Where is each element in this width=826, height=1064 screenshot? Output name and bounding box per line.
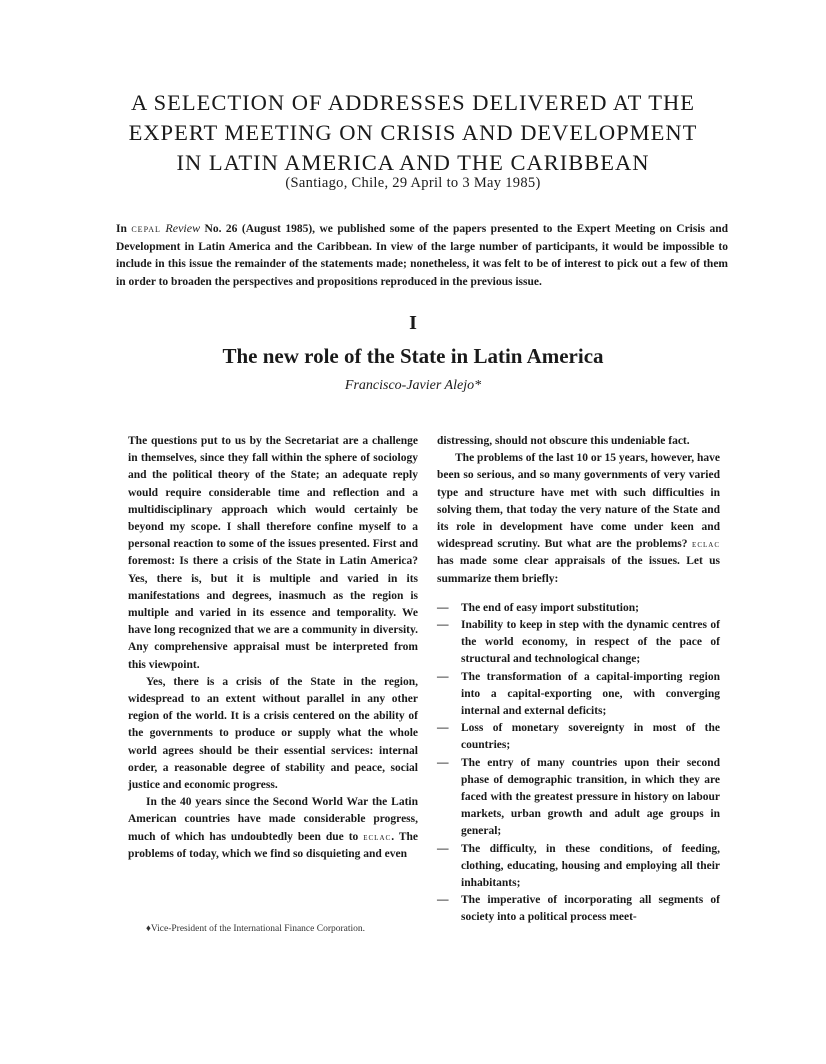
dash-marker: —	[437, 601, 449, 614]
list-item-text: The entry of many countries upon their second phase of demographic transition, in which they are faced with the greatest pressure in history on labour markets, urban growth and adult age groups in general;	[461, 756, 720, 838]
problem-list	[437, 600, 720, 927]
title-line-1: A SELECTION OF ADDRESSES DELIVERED AT THE	[131, 90, 695, 115]
dash-marker: —	[437, 842, 449, 855]
list-item	[437, 720, 720, 754]
cepal-abbrev: cepal	[131, 223, 161, 235]
left-p3-text-b: . The problems of today, which we find so disquieting and even	[128, 830, 418, 860]
right-paragraph-1: distressing, should not obscure this undeniable fact.	[437, 435, 690, 447]
list-item	[437, 755, 720, 841]
list-item	[437, 600, 720, 617]
left-p3-text-a: In the 40 years since the Second World War the Latin American countries have made considerable progress, much of which has undoubtedly been due to	[128, 796, 418, 843]
list-item-text: Inability to keep in step with the dynamic centres of the world economy, in respect of the pace of structural and technological change;	[461, 619, 720, 666]
right-p2-text-b: has made some clear appraisals of the issues. Let us summarize them briefly:	[437, 555, 720, 585]
list-item	[437, 892, 720, 926]
author-name: Francisco-Javier Alejo*	[344, 378, 482, 393]
dash-marker: —	[437, 619, 449, 632]
dash-marker: —	[437, 670, 449, 683]
dash-marker: —	[437, 722, 449, 735]
right-paragraph-2	[437, 450, 720, 588]
left-paragraph-3	[128, 794, 418, 863]
intro-text-rest: No. 26 (August 1985), we published some of the papers presented to the Expert Meeting on Crisis and Development in Latin America and the Caribbean. In view of the large number of participants, it would be impossible to include in this issue the remainder of the statements made; nonetheless, it was felt to be of interest to pick out a few of them in order to broaden the perspectives and propositions reproduced in the previous issue.	[116, 223, 729, 288]
article-title	[60, 88, 766, 178]
list-item-text: The end of easy import substitution;	[461, 601, 639, 614]
list-item-text: Loss of monetary sovereignty in most of the countries;	[461, 722, 720, 752]
review-word: Review	[165, 221, 201, 235]
left-paragraph-1: The questions put to us by the Secretariat are a challenge in themselves, since they fall within the sphere of sociology and the political theory of the State; an adequate reply would require considerable time and reflection and a multidisciplinary approach which would certainly be beyond my scope. I shall therefore confine myself to a personal reaction to some of the issues presented. First and foremost: Is there a crisis of the State in Latin America? Yes, there is, but it is multiple and varied in its manifestations and degrees, inasmuch as the region is multiple and varied in its essence and temporality. We have long recognized that we are a community in diversity. Any comprehensive appraisal must be interpreted from this viewpoint.	[128, 435, 418, 671]
right-column	[437, 433, 720, 927]
intro-text-start: In	[116, 223, 132, 235]
list-item-text: The difficulty, in these conditions, of feeding, clothing, educating, housing and employing all their inhabitants;	[461, 842, 720, 890]
section-number: I	[409, 312, 417, 334]
section-title: The new role of the State in Latin America	[222, 344, 604, 368]
intro-paragraph	[116, 220, 728, 291]
left-column	[128, 433, 418, 863]
list-item	[437, 841, 720, 893]
list-item	[437, 669, 720, 721]
left-paragraph-2: Yes, there is a crisis of the State in the region, widespread to an extent without parallel in any other region of the world. It is a crisis centered on the ability of the governments to produce or supply what the whole world agrees should be their essential services: internal order, a reasonable degree of stability and peace, social justice and economic progress.	[128, 675, 418, 792]
dash-marker: —	[437, 894, 449, 907]
right-p2-text-a: The problems of the last 10 or 15 years, however, have been so serious, and so many governments of very varied type and structure have met with such difficulties in solving them, that today the very nature of the State and its role in development have come under keen and widespread scrutiny. But what are the problems?	[437, 452, 720, 551]
meeting-subtitle: (Santiago, Chile, 29 April to 3 May 1985)	[285, 175, 541, 191]
title-line-2: EXPERT MEETING ON CRISIS AND DEVELOPMENT	[128, 120, 698, 145]
list-item	[437, 617, 720, 669]
eclac-abbrev: eclac	[363, 831, 392, 843]
dash-marker: —	[437, 756, 449, 769]
list-item-text: The transformation of a capital-importing region into a capital-exporting one, with converging internal and external deficits;	[461, 670, 720, 718]
author-footnote: ♦Vice-President of the International Finance Corporation.	[146, 924, 366, 934]
eclac-abbrev: eclac	[692, 539, 720, 551]
title-line-3: IN LATIN AMERICA AND THE CARIBBEAN	[176, 150, 650, 175]
list-item-text: The imperative of incorporating all segments of society into a political process meet-	[461, 894, 720, 924]
